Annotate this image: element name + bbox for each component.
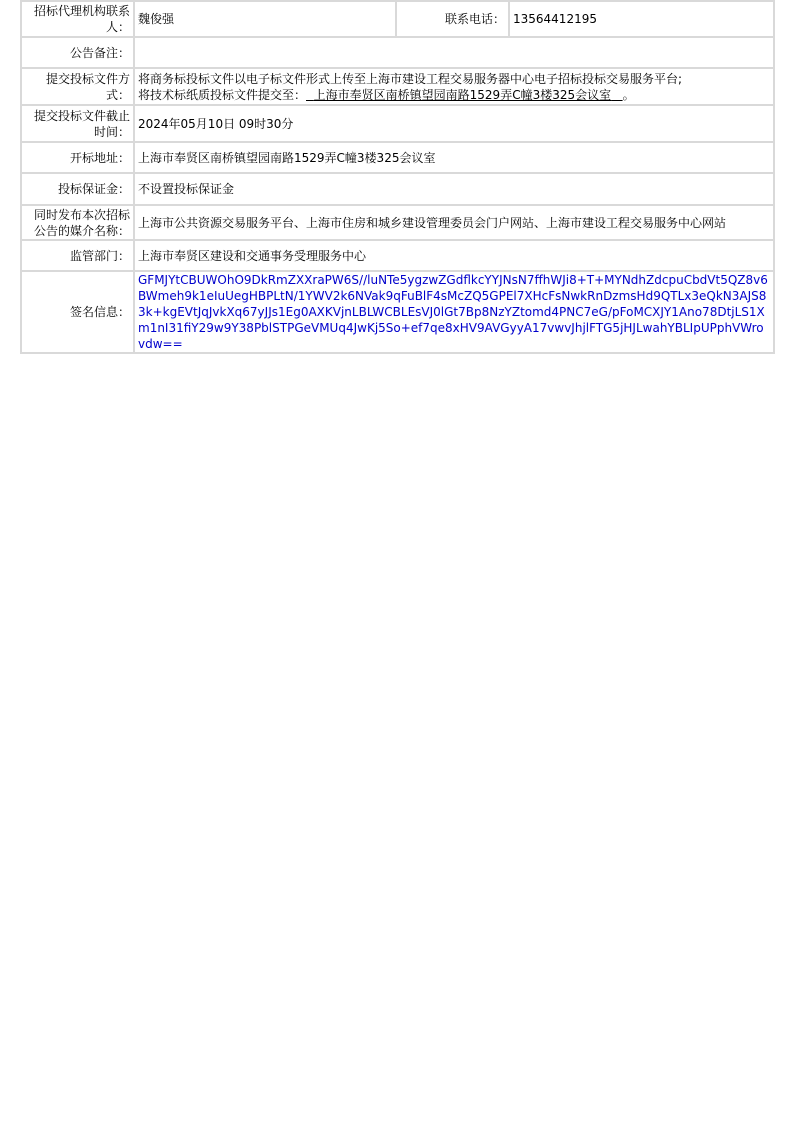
signature-value: GFMJYtCBUWOhO9DkRmZXXraPW6S//luNTe5ygzwZGdflkcYYJNsN7ffhWJi8+T+MYNdhZdcpuCbdVt5QZ8v6BWmeh9k1eIuUegHBPLtN/1YWV2k6NVak9qFuBlF4sMcZQ5GPEl7XHcFsNwkRnDzmsHd9QTLx3eQkN3AJS83k+kgEVtJqJvkXq67yJJs1Eg0AXKVjnLBLWCBLEsVJ0lGt7Bp8NzYZtomd4PNC7eG/pFoMCXJY1Ano78DtjLS1Xm1nI31fiY29w9Y38PblSTPGeVMUq4JwKj5So+ef7qe8xHV9AVGyyA17vwvJhjlFTG5jHJLwahYBLIpUPphVWrovdw== bbox=[134, 271, 774, 353]
deposit-value: 不设置投标保证金 bbox=[134, 173, 774, 205]
row-supervisor bbox=[21, 240, 774, 271]
row-submission-method bbox=[21, 68, 774, 105]
remarks-label: 公告备注： bbox=[21, 37, 134, 68]
opening-address-label: 开标地址： bbox=[21, 142, 134, 173]
submission-method-line2 bbox=[138, 87, 770, 103]
phone-label: 联系电话： bbox=[396, 1, 509, 37]
supervisor-value: 上海市奉贤区建设和交通事务受理服务中心 bbox=[134, 240, 774, 271]
agent-contact-value: 魏俊强 bbox=[134, 1, 396, 37]
row-signature bbox=[21, 271, 774, 353]
row-remarks bbox=[21, 37, 774, 68]
tender-info-table bbox=[20, 0, 775, 354]
deposit-label: 投标保证金： bbox=[21, 173, 134, 205]
media-label: 同时发布本次招标公告的媒介名称： bbox=[21, 205, 134, 240]
submission-method-line1: 将商务标投标文件以电子标文件形式上传至上海市建设工程交易服务器中心电子招标投标交易服务平台; bbox=[138, 71, 683, 86]
row-deposit bbox=[21, 173, 774, 205]
submission-method-line2-prefix: 将技术标纸质投标文件提交至： bbox=[138, 87, 307, 102]
submission-method-value bbox=[134, 68, 774, 105]
row-deadline bbox=[21, 105, 774, 142]
row-agent-contact bbox=[21, 1, 774, 37]
submission-method-label: 提交投标文件方式： bbox=[21, 68, 134, 105]
media-value: 上海市公共资源交易服务平台、上海市住房和城乡建设管理委员会门户网站、上海市建设工程交易服务中心网站 bbox=[134, 205, 774, 240]
deadline-value: 2024年05月10日 09时30分 bbox=[134, 105, 774, 142]
agent-contact-label: 招标代理机构联系人： bbox=[21, 1, 134, 37]
supervisor-label: 监管部门： bbox=[21, 240, 134, 271]
signature-label: 签名信息： bbox=[21, 271, 134, 353]
row-media bbox=[21, 205, 774, 240]
row-opening-address bbox=[21, 142, 774, 173]
submission-method-line2-suffix: 。 bbox=[622, 87, 635, 102]
paper-submission-address: 上海市奉贤区南桥镇望园南路1529弄C幢3楼325会议室 bbox=[313, 87, 612, 102]
phone-value: 13564412195 bbox=[509, 1, 774, 37]
remarks-value bbox=[134, 37, 774, 68]
opening-address-value: 上海市奉贤区南桥镇望园南路1529弄C幢3楼325会议室 bbox=[134, 142, 774, 173]
deadline-label: 提交投标文件截止时间： bbox=[21, 105, 134, 142]
